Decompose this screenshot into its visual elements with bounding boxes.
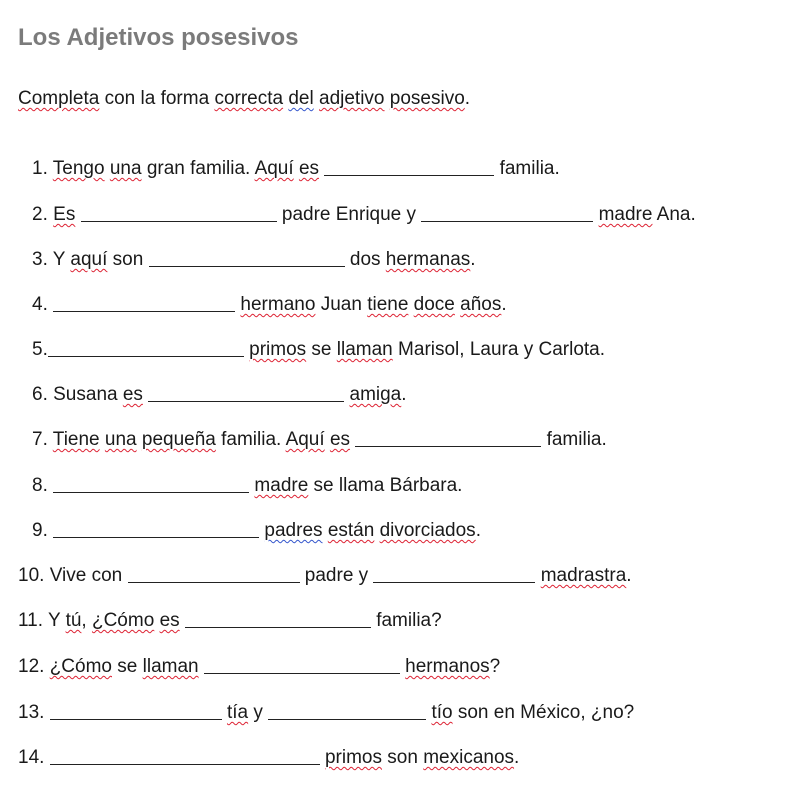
answer-blank[interactable] (53, 474, 249, 493)
answer-blank[interactable] (324, 157, 494, 176)
answer-blank[interactable] (53, 293, 235, 312)
exercise-item-2: 2. Es padre Enrique y madre Ana. (32, 204, 696, 225)
exercise-item-11: 11. Y tú, ¿Cómo es familia? (18, 610, 442, 631)
answer-blank[interactable] (185, 609, 371, 628)
instructions: Completa con la forma correcta del adjetivo posesivo. (18, 88, 471, 109)
exercise-item-5: 5. primos se llaman Marisol, Laura y Carlota. (32, 339, 606, 360)
answer-blank[interactable] (128, 564, 300, 583)
answer-blank[interactable] (355, 428, 541, 447)
exercise-item-1: 1. Tengo una gran familia. Aquí es familia. (32, 158, 560, 179)
answer-blank[interactable] (373, 564, 535, 583)
answer-blank[interactable] (50, 746, 320, 765)
exercise-item-13: 13. tía y tío son en México, ¿no? (18, 702, 635, 723)
exercise-item-6: 6. Susana es amiga. (32, 384, 407, 405)
answer-blank[interactable] (148, 383, 344, 402)
worksheet-title: Los Adjetivos posesivos (18, 24, 299, 51)
answer-blank[interactable] (50, 701, 222, 720)
exercise-item-7: 7. Tiene una pequeña familia. Aquí es familia. (32, 429, 607, 450)
answer-blank[interactable] (268, 701, 426, 720)
exercise-item-10: 10. Vive con padre y madrastra. (18, 565, 632, 586)
exercise-item-4: 4. hermano Juan tiene doce años. (32, 294, 507, 315)
answer-blank[interactable] (48, 338, 244, 357)
answer-blank[interactable] (421, 203, 593, 222)
exercise-item-14: 14. primos son mexicanos. (18, 747, 520, 768)
answer-blank[interactable] (149, 248, 345, 267)
answer-blank[interactable] (204, 655, 400, 674)
exercise-item-9: 9. padres están divorciados. (32, 520, 481, 541)
answer-blank[interactable] (81, 203, 277, 222)
exercise-item-12: 12. ¿Cómo se llaman hermanos? (18, 656, 501, 677)
answer-blank[interactable] (53, 519, 259, 538)
exercise-item-8: 8. madre se llama Bárbara. (32, 475, 463, 496)
exercise-item-3: 3. Y aquí son dos hermanas. (32, 249, 476, 270)
